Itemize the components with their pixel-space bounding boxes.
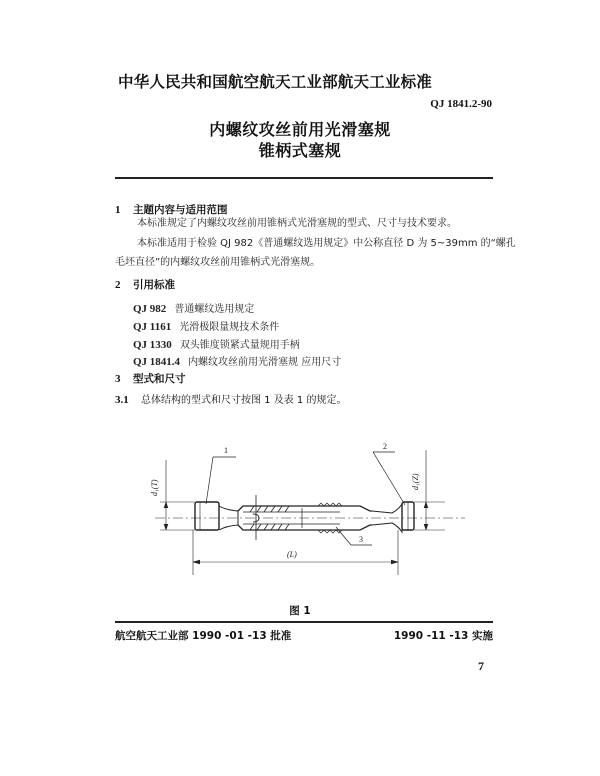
figure-plug-gauge-drawing	[140, 440, 470, 590]
header-divider	[115, 177, 493, 179]
section-heading-3	[115, 371, 186, 386]
standard-code: QJ 1841.2-90	[430, 98, 492, 110]
section-title: 型式和尺寸	[133, 373, 186, 385]
section-number: 2	[115, 279, 121, 291]
subsection-number: 3.1	[115, 394, 129, 406]
figure-caption: 图 1	[289, 605, 311, 617]
dimension-label-d1-T: d₁(T)	[150, 479, 159, 496]
dimension-label-length: (L)	[287, 550, 297, 559]
page-number: 7	[478, 659, 484, 673]
reference-title: 内螺纹攻丝前用光滑塞规 应用尺寸	[188, 357, 342, 368]
issuing-organization: 中华人民共和国航空航天工业部航天工业标准	[118, 73, 433, 91]
dimension-label-d1-Z: d₁(Z)	[411, 473, 420, 490]
footer-divider	[115, 621, 493, 623]
section-title: 主题内容与适用范围	[133, 204, 228, 216]
subsection-text: 总体结构的型式和尺寸按图 1 及表 1 的规定。	[141, 395, 347, 406]
document-subtitle: 锥柄式塞规	[258, 141, 342, 160]
section-number: 1	[115, 204, 121, 216]
reference-code: QJ 1161	[133, 321, 172, 333]
implementation-date: 1990 -11 -13 实施	[393, 630, 493, 642]
reference-item	[133, 353, 341, 368]
document-title: 内螺纹攻丝前用光滑塞规	[209, 120, 391, 139]
part-label-1: 1	[224, 446, 228, 455]
reference-code: QJ 982	[133, 303, 167, 315]
section-1-paragraph-2: 本标准适用于检验 QJ 982《普通螺纹选用规定》中公称直径 D 为 5~39mm 的“螺孔	[137, 238, 516, 249]
reference-title: 光滑极限量规技术条件	[179, 322, 280, 333]
reference-title: 双头锥度锁紧式量规用手柄	[179, 340, 300, 351]
reference-item	[133, 318, 279, 333]
approval-date: 航空航天工业部 1990 -01 -13 批准	[115, 630, 292, 642]
reference-title: 普通螺纹选用规定	[174, 304, 255, 315]
reference-item	[133, 336, 300, 351]
section-number: 3	[115, 373, 121, 385]
part-label-2: 2	[383, 442, 387, 451]
reference-code: QJ 1841.4	[133, 356, 181, 368]
section-title: 引用标准	[133, 279, 175, 291]
section-heading-2	[115, 277, 175, 292]
section-1-paragraph-1: 本标准规定了内螺纹攻丝前用锥柄式光滑塞规的型式、尺寸与技术要求。	[137, 218, 457, 229]
subsection-3-1	[115, 391, 346, 406]
reference-item	[133, 300, 254, 315]
reference-code: QJ 1330	[133, 339, 172, 351]
part-label-3: 3	[359, 535, 363, 544]
section-1-paragraph-2-cont: 毛坯直径”的内螺纹攻丝前用锥柄式光滑塞规。	[115, 257, 321, 268]
